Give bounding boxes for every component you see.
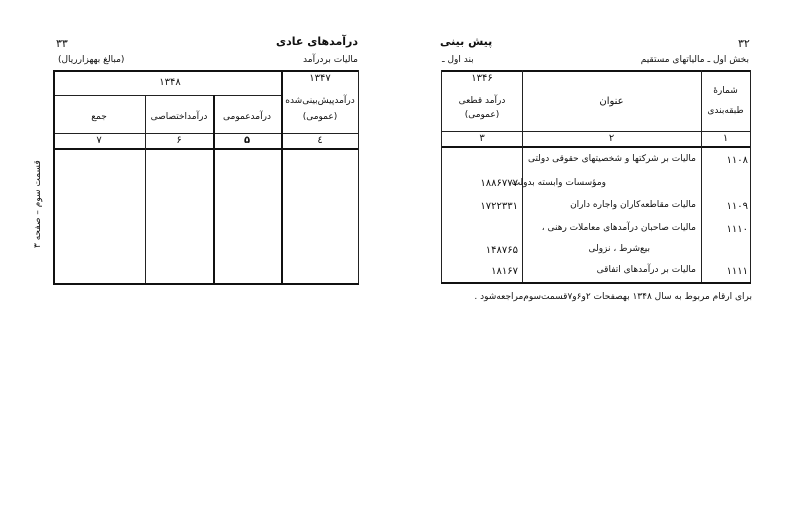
header-1346-label: درآمد قطعی bbox=[458, 96, 506, 106]
col-header-total: جمع bbox=[91, 112, 107, 122]
header-1347-year: ۱۳۴۷ bbox=[309, 73, 331, 84]
col-header-special: درآمداختصاصی bbox=[150, 112, 208, 122]
row-title: مالیات بر شرکتها و شخصیتهای حقوقی دولتی bbox=[527, 154, 696, 164]
col-number-general: ۵ bbox=[243, 135, 251, 146]
row-code: ۱۱۱۱ bbox=[726, 266, 748, 277]
left-table-top-rule bbox=[53, 70, 359, 72]
col-header-class-1: شمارهٔ bbox=[713, 86, 738, 96]
right-table-border bbox=[750, 70, 751, 282]
col-number-title: ۲ bbox=[608, 133, 615, 144]
col-number-1347: ٤ bbox=[317, 135, 323, 146]
subsection-label: بند اول ـ bbox=[442, 55, 474, 65]
header-1346-general: (عمومی) bbox=[464, 110, 500, 120]
left-col-divider bbox=[145, 95, 146, 283]
footnote: برای ارقام مربوط به سال ۱۳۴۸ بهصفحات ۲و۶و۷قسمت‌سوم‌مراجعه‌شود . bbox=[474, 292, 752, 302]
header-1348: ۱۳۴۸ bbox=[159, 77, 181, 88]
page-title-right: پیش بینی bbox=[440, 35, 493, 48]
row-title: مالیات صاحبان درآمدهای معاملات رهنی ، bbox=[541, 223, 696, 233]
col-header-title: عنوان bbox=[599, 96, 624, 107]
page-number-left: ۳۳ bbox=[56, 37, 68, 50]
right-table-bottom-rule bbox=[441, 282, 751, 284]
left-header-divider bbox=[53, 95, 281, 96]
col-header-class-2: طبقه‌بندی bbox=[707, 106, 744, 116]
units-note: (مبالغ بههزارریال) bbox=[58, 55, 125, 65]
right-col-divider bbox=[701, 70, 702, 282]
section-subtitle: بخش اول ـ مالیاتهای مستقیم bbox=[640, 55, 749, 65]
row-value: ۱۴۸۷۶۵ bbox=[485, 245, 518, 256]
left-numbers-bottom-rule bbox=[53, 148, 359, 150]
header-1347-general: (عمومی) bbox=[302, 112, 338, 122]
row-code: ۱۱۰۹ bbox=[726, 201, 748, 212]
right-table-top-rule bbox=[441, 70, 751, 72]
header-1347-label: درآمدپیش‌بینی‌شده bbox=[285, 96, 355, 106]
right-header-bottom-rule bbox=[441, 131, 751, 132]
page-subtitle-left: مالیات بردرآمد bbox=[303, 55, 358, 65]
right-numbers-bottom-rule bbox=[441, 146, 751, 148]
col-number-class: ۱ bbox=[722, 133, 729, 144]
row-title: مالیات مقاطعه‌کاران واجاره داران bbox=[570, 200, 696, 210]
left-header-bottom-rule bbox=[53, 133, 359, 134]
left-table-border bbox=[358, 70, 359, 283]
row-value: ۱۷۲۲۳۳۱ bbox=[480, 201, 518, 212]
side-note: قسمت سوم – صفحه ۳ bbox=[33, 160, 43, 248]
row-value: ۱۸۱۶۷ bbox=[491, 266, 518, 277]
header-1346-year: ۱۳۴۶ bbox=[471, 73, 493, 84]
row-title: مالیات بر درآمدهای اتفاقی bbox=[596, 265, 696, 275]
col-number-total: ۷ bbox=[96, 135, 102, 146]
col-number-special: ۶ bbox=[176, 135, 182, 146]
row-code: ۱۱۰۸ bbox=[726, 155, 748, 166]
row-value: ۱۸۸۶۷۷۷ bbox=[480, 178, 518, 189]
col-number-1346: ۳ bbox=[479, 133, 485, 144]
row-title: ومؤسسات وابسته بدولت bbox=[511, 178, 606, 188]
left-col-divider bbox=[213, 95, 215, 283]
page-title-left: درآمدهای عادی bbox=[276, 35, 358, 48]
left-table-border bbox=[53, 70, 55, 284]
page-number-right: ۳۲ bbox=[738, 37, 750, 50]
col-header-general: درآمدعمومی bbox=[223, 112, 271, 122]
row-code: ۱۱۱۰ bbox=[726, 224, 748, 235]
row-title: بیع‌شرط ، نزولی bbox=[588, 244, 650, 254]
left-table-bottom-rule bbox=[53, 283, 359, 285]
